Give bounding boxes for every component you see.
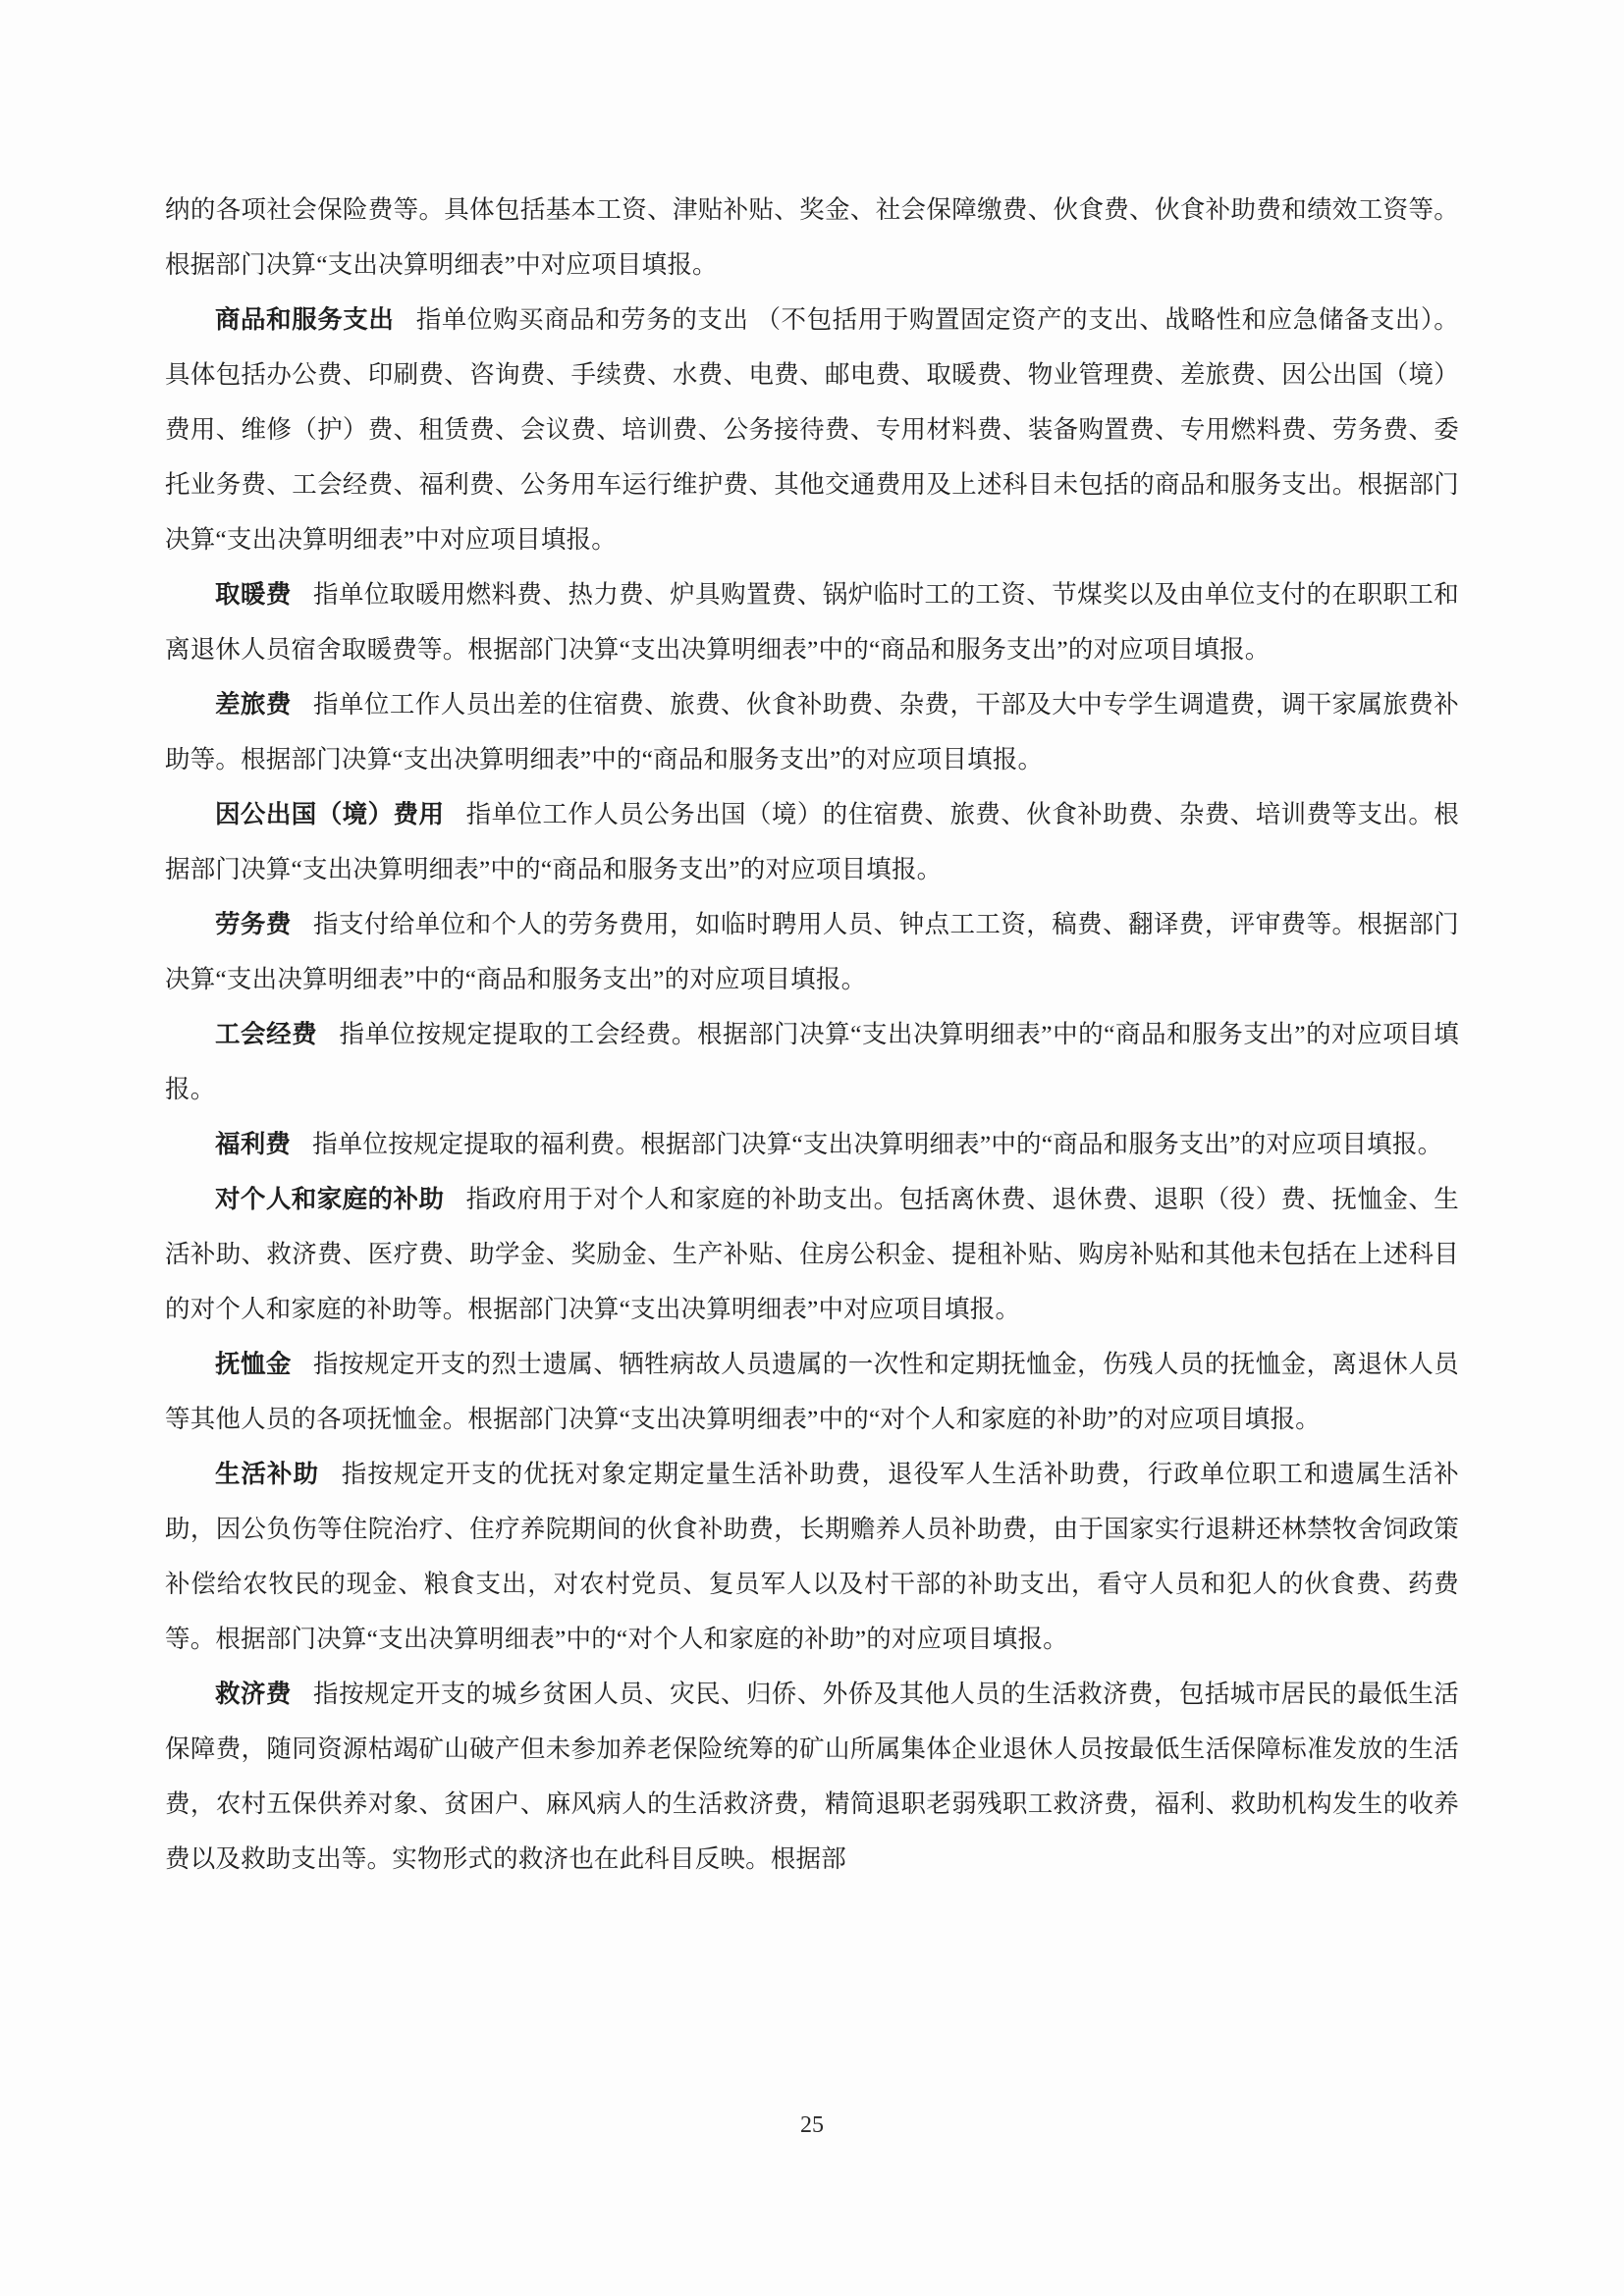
paragraph-travel (165, 677, 1459, 787)
paragraph-text: 指单位按规定提取的福利费。根据部门决算“支出决算明细表”中的“商品和服务支出”的对应项目填报。 (312, 1130, 1443, 1158)
page-number: 25 (800, 2112, 824, 2138)
paragraph-text: 指按规定开支的城乡贫困人员、灾民、归侨、外侨及其他人员的生活救济费，包括城市居民的最低生活保障费，随同资源枯竭矿山破产但未参加养老保险统筹的矿山所属集体企业退休人员按最低生活保障标准发放的生活费，农村五保供养对象、贫困户、麻风病人的生活救济费，精简退职老弱残职工救济费，福利、救助机构发生的收养费以及救助支出等。实物形式的救济也在此科目反映。根据部 (165, 1680, 1459, 1873)
paragraph-continuation (165, 183, 1459, 293)
paragraph-goods-services (165, 293, 1459, 567)
paragraph-relief (165, 1667, 1459, 1887)
term-label: 因公出国（境）费用 (215, 800, 445, 828)
paragraph-text: 指单位工作人员出差的住宿费、旅费、伙食补助费、杂费，干部及大中专学生调遣费，调干家属旅费补助等。根据部门决算“支出决算明细表”中的“商品和服务支出”的对应项目填报。 (165, 690, 1459, 774)
term-label: 工会经费 (215, 1020, 318, 1048)
paragraph-living-allowance (165, 1447, 1459, 1667)
paragraph-text: 指按规定开支的烈士遗属、牺牲病故人员遗属的一次性和定期抚恤金，伤残人员的抚恤金，离退休人员等其他人员的各项抚恤金。根据部门决算“支出决算明细表”中的“对个人和家庭的补助”的对应项目填报。 (165, 1350, 1459, 1433)
term-label: 生活补助 (215, 1460, 319, 1488)
paragraph-text: 指单位按规定提取的工会经费。根据部门决算“支出决算明细表”中的“商品和服务支出”的对应项目填报。 (165, 1020, 1459, 1103)
paragraph-welfare (165, 1117, 1459, 1172)
term-label: 劳务费 (215, 910, 292, 938)
paragraph-union (165, 1007, 1459, 1117)
term-label: 取暖费 (215, 580, 292, 609)
term-label: 商品和服务支出 (215, 305, 395, 334)
paragraph-subsidy-individual (165, 1172, 1459, 1337)
term-label: 福利费 (215, 1130, 292, 1158)
term-label: 抚恤金 (215, 1350, 292, 1378)
paragraph-labor (165, 897, 1459, 1007)
term-label: 差旅费 (215, 690, 292, 719)
term-label: 救济费 (215, 1680, 292, 1708)
paragraph-text: 指单位购买商品和劳务的支出 （不包括用于购置固定资产的支出、战略性和应急储备支出）。具体包括办公费、印刷费、咨询费、手续费、水费、电费、邮电费、取暖费、物业管理费、差旅费、因公出国（境）费用、维修（护）费、租赁费、会议费、培训费、公务接待费、专用材料费、装备购置费、专用燃料费、劳务费、委托业务费、工会经费、福利费、公务用车运行维护费、其他交通费用及上述科目未包括的商品和服务支出。根据部门决算“支出决算明细表”中对应项目填报。 (165, 305, 1460, 554)
paragraph-text: 指支付给单位和个人的劳务费用，如临时聘用人员、钟点工工资，稿费、翻译费，评审费等。根据部门决算“支出决算明细表”中的“商品和服务支出”的对应项目填报。 (165, 910, 1459, 993)
paragraph-text: 指按规定开支的优抚对象定期定量生活补助费，退役军人生活补助费，行政单位职工和遗属生活补助，因公负伤等住院治疗、住疗养院期间的伙食补助费，长期赡养人员补助费，由于国家实行退耕还林禁牧舍饲政策补偿给农牧民的现金、粮食支出，对农村党员、复员军人以及村干部的补助支出，看守人员和犯人的伙食费、药费等。根据部门决算“支出决算明细表”中的“对个人和家庭的补助”的对应项目填报。 (165, 1460, 1459, 1653)
term-label: 对个人和家庭的补助 (215, 1185, 445, 1213)
paragraph-text: 指单位工作人员公务出国（境）的住宿费、旅费、伙食补助费、杂费、培训费等支出。根据部门决算“支出决算明细表”中的“商品和服务支出”的对应项目填报。 (165, 800, 1459, 883)
paragraph-text: 指单位取暖用燃料费、热力费、炉具购置费、锅炉临时工的工资、节煤奖以及由单位支付的在职职工和离退休人员宿舍取暖费等。根据部门决算“支出决算明细表”中的“商品和服务支出”的对应项目填报。 (165, 580, 1459, 664)
paragraph-pension (165, 1337, 1459, 1447)
document-body (165, 183, 1459, 1887)
paragraph-heating (165, 567, 1459, 677)
paragraph-text: 指政府用于对个人和家庭的补助支出。包括离休费、退休费、退职（役）费、抚恤金、生活补助、救济费、医疗费、助学金、奖励金、生产补贴、住房公积金、提租补贴、购房补贴和其他未包括在上述科目的对个人和家庭的补助等。根据部门决算“支出决算明细表”中对应项目填报。 (165, 1185, 1459, 1323)
paragraph-text: 纳的各项社会保险费等。具体包括基本工资、津贴补贴、奖金、社会保障缴费、伙食费、伙食补助费和绩效工资等。根据部门决算“支出决算明细表”中对应项目填报。 (165, 195, 1459, 279)
paragraph-abroad (165, 787, 1459, 897)
